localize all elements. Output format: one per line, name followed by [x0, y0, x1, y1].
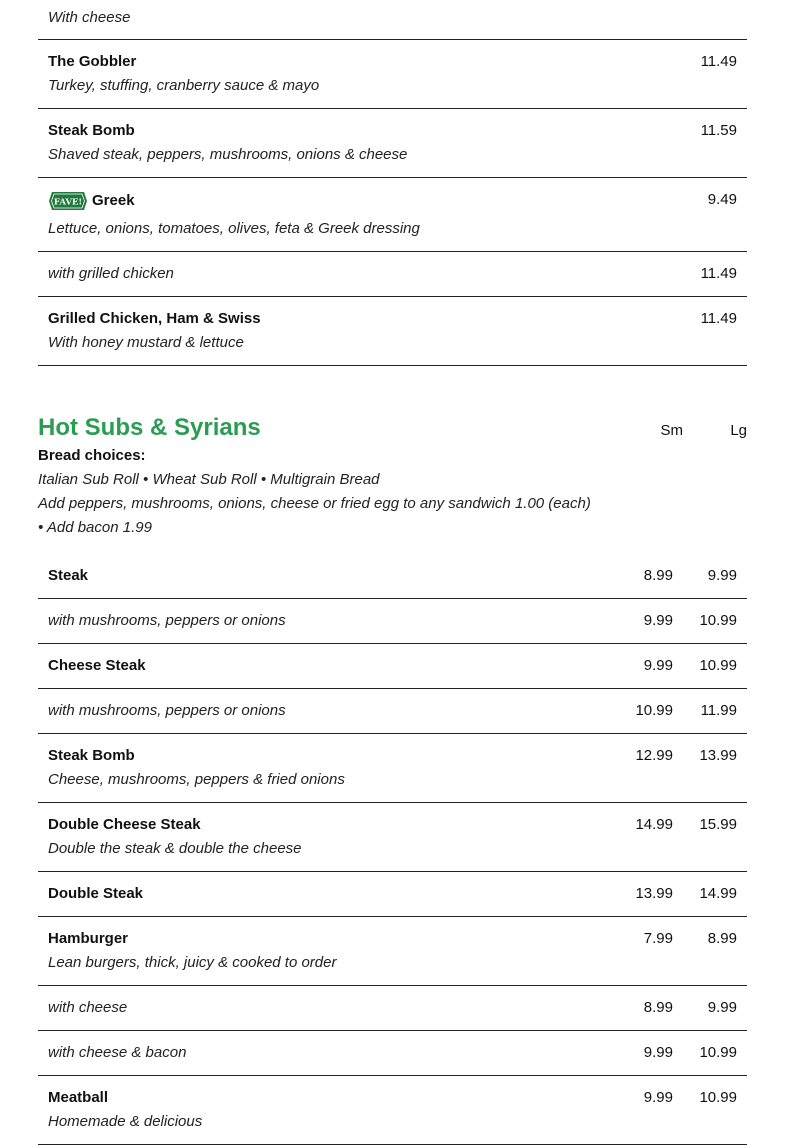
- item-price: 11.49: [700, 265, 737, 282]
- item-name: The Gobbler: [48, 53, 137, 70]
- item-name: Steak: [48, 567, 89, 584]
- menu-item-variant: [38, 252, 747, 297]
- item-price-small: 9.99: [643, 612, 673, 629]
- menu-item: [38, 109, 747, 178]
- menu-item: [38, 644, 747, 689]
- item-price-small: 9.99: [643, 657, 673, 674]
- item-name: Double Steak: [48, 885, 144, 902]
- item-description: with grilled chicken: [48, 265, 174, 282]
- menu-item: [38, 554, 747, 599]
- item-description: with mushrooms, peppers or onions: [48, 612, 286, 629]
- item-price: 9.49: [707, 191, 737, 208]
- item-description: Lean burgers, thick, juicy & cooked to order: [48, 954, 337, 971]
- menu-item: [38, 917, 747, 986]
- section-title: Hot Subs & Syrians: [38, 414, 261, 441]
- item-description: with cheese: [48, 999, 128, 1016]
- item-description: with cheese & bacon: [48, 1044, 187, 1061]
- column-header-large: Lg: [730, 422, 747, 439]
- item-price-large: 10.99: [699, 612, 737, 629]
- item-price-large: 11.99: [700, 702, 737, 719]
- item-price: 11.59: [700, 122, 737, 139]
- item-description: Lettuce, onions, tomatoes, olives, feta & Greek dressing: [48, 220, 420, 237]
- item-price-small: 8.99: [643, 567, 673, 584]
- item-price-large: 14.99: [699, 885, 737, 902]
- item-description: with mushrooms, peppers or onions: [48, 702, 286, 719]
- menu-item: [38, 803, 747, 872]
- menu-item: [38, 1076, 747, 1145]
- item-name: Steak Bomb: [48, 122, 135, 139]
- item-price-large: 10.99: [699, 1089, 737, 1106]
- item-price-large: 13.99: [699, 747, 737, 764]
- item-price-large: 15.99: [699, 816, 737, 833]
- item-description: Turkey, stuffing, cranberry sauce & mayo: [48, 77, 320, 94]
- item-price-small: 14.99: [635, 816, 673, 833]
- item-price-large: 9.99: [707, 567, 737, 584]
- item-price-large: 8.99: [707, 930, 737, 947]
- bread-choices-label: Bread choices:: [38, 447, 146, 464]
- item-price-small: 9.99: [643, 1089, 673, 1106]
- item-price-small: 12.99: [635, 747, 673, 764]
- item-description: With cheese: [48, 9, 131, 26]
- item-price-large: 10.99: [699, 1044, 737, 1061]
- column-header-small: Sm: [660, 422, 683, 439]
- fave-badge-text: FAVE!: [53, 197, 83, 208]
- menu-item-variant: [38, 1031, 747, 1076]
- item-description: With honey mustard & lettuce: [48, 334, 244, 351]
- item-price-small: 7.99: [643, 930, 673, 947]
- item-price-small: 9.99: [643, 1044, 673, 1061]
- menu-item: [38, 178, 747, 252]
- item-description: Double the steak & double the cheese: [48, 840, 302, 857]
- add-ons-note: Add peppers, mushrooms, onions, cheese or fried egg to any sandwich 1.00 (each): [38, 495, 591, 512]
- item-description: Homemade & delicious: [48, 1113, 203, 1130]
- item-price-small: 8.99: [643, 999, 673, 1016]
- item-name: Cheese Steak: [48, 657, 146, 674]
- bread-choices-list: Italian Sub Roll • Wheat Sub Roll • Multigrain Bread: [38, 471, 380, 488]
- item-name: Grilled Chicken, Ham & Swiss: [48, 310, 261, 327]
- item-price-large: 9.99: [707, 999, 737, 1016]
- item-name: Meatball: [48, 1089, 109, 1106]
- item-name: Hamburger: [48, 930, 129, 947]
- item-price-small: 10.99: [635, 702, 673, 719]
- menu-item-variant: [38, 599, 747, 644]
- item-name: Steak Bomb: [48, 747, 135, 764]
- item-description: Cheese, mushrooms, peppers & fried onions: [48, 771, 345, 788]
- item-price-small: 13.99: [635, 885, 673, 902]
- item-name: Greek: [92, 192, 135, 209]
- menu-item: [38, 40, 747, 109]
- section-header: [38, 366, 747, 554]
- item-description: Shaved steak, peppers, mushrooms, onions & cheese: [48, 146, 408, 163]
- menu-item: [38, 734, 747, 803]
- menu-item-variant: [38, 689, 747, 734]
- item-price-large: 10.99: [699, 657, 737, 674]
- item-price: 11.49: [700, 53, 737, 70]
- fave-badge-icon: [48, 190, 88, 212]
- menu-item: [38, 872, 747, 917]
- menu-item-partial: [38, 0, 747, 40]
- item-name-row: [48, 190, 135, 212]
- menu-item: [38, 297, 747, 366]
- menu-page: [38, 0, 747, 1145]
- item-name: Double Cheese Steak: [48, 816, 201, 833]
- menu-item-variant: [38, 986, 747, 1031]
- item-price: 11.49: [700, 310, 737, 327]
- bacon-note: • Add bacon 1.99: [38, 519, 152, 536]
